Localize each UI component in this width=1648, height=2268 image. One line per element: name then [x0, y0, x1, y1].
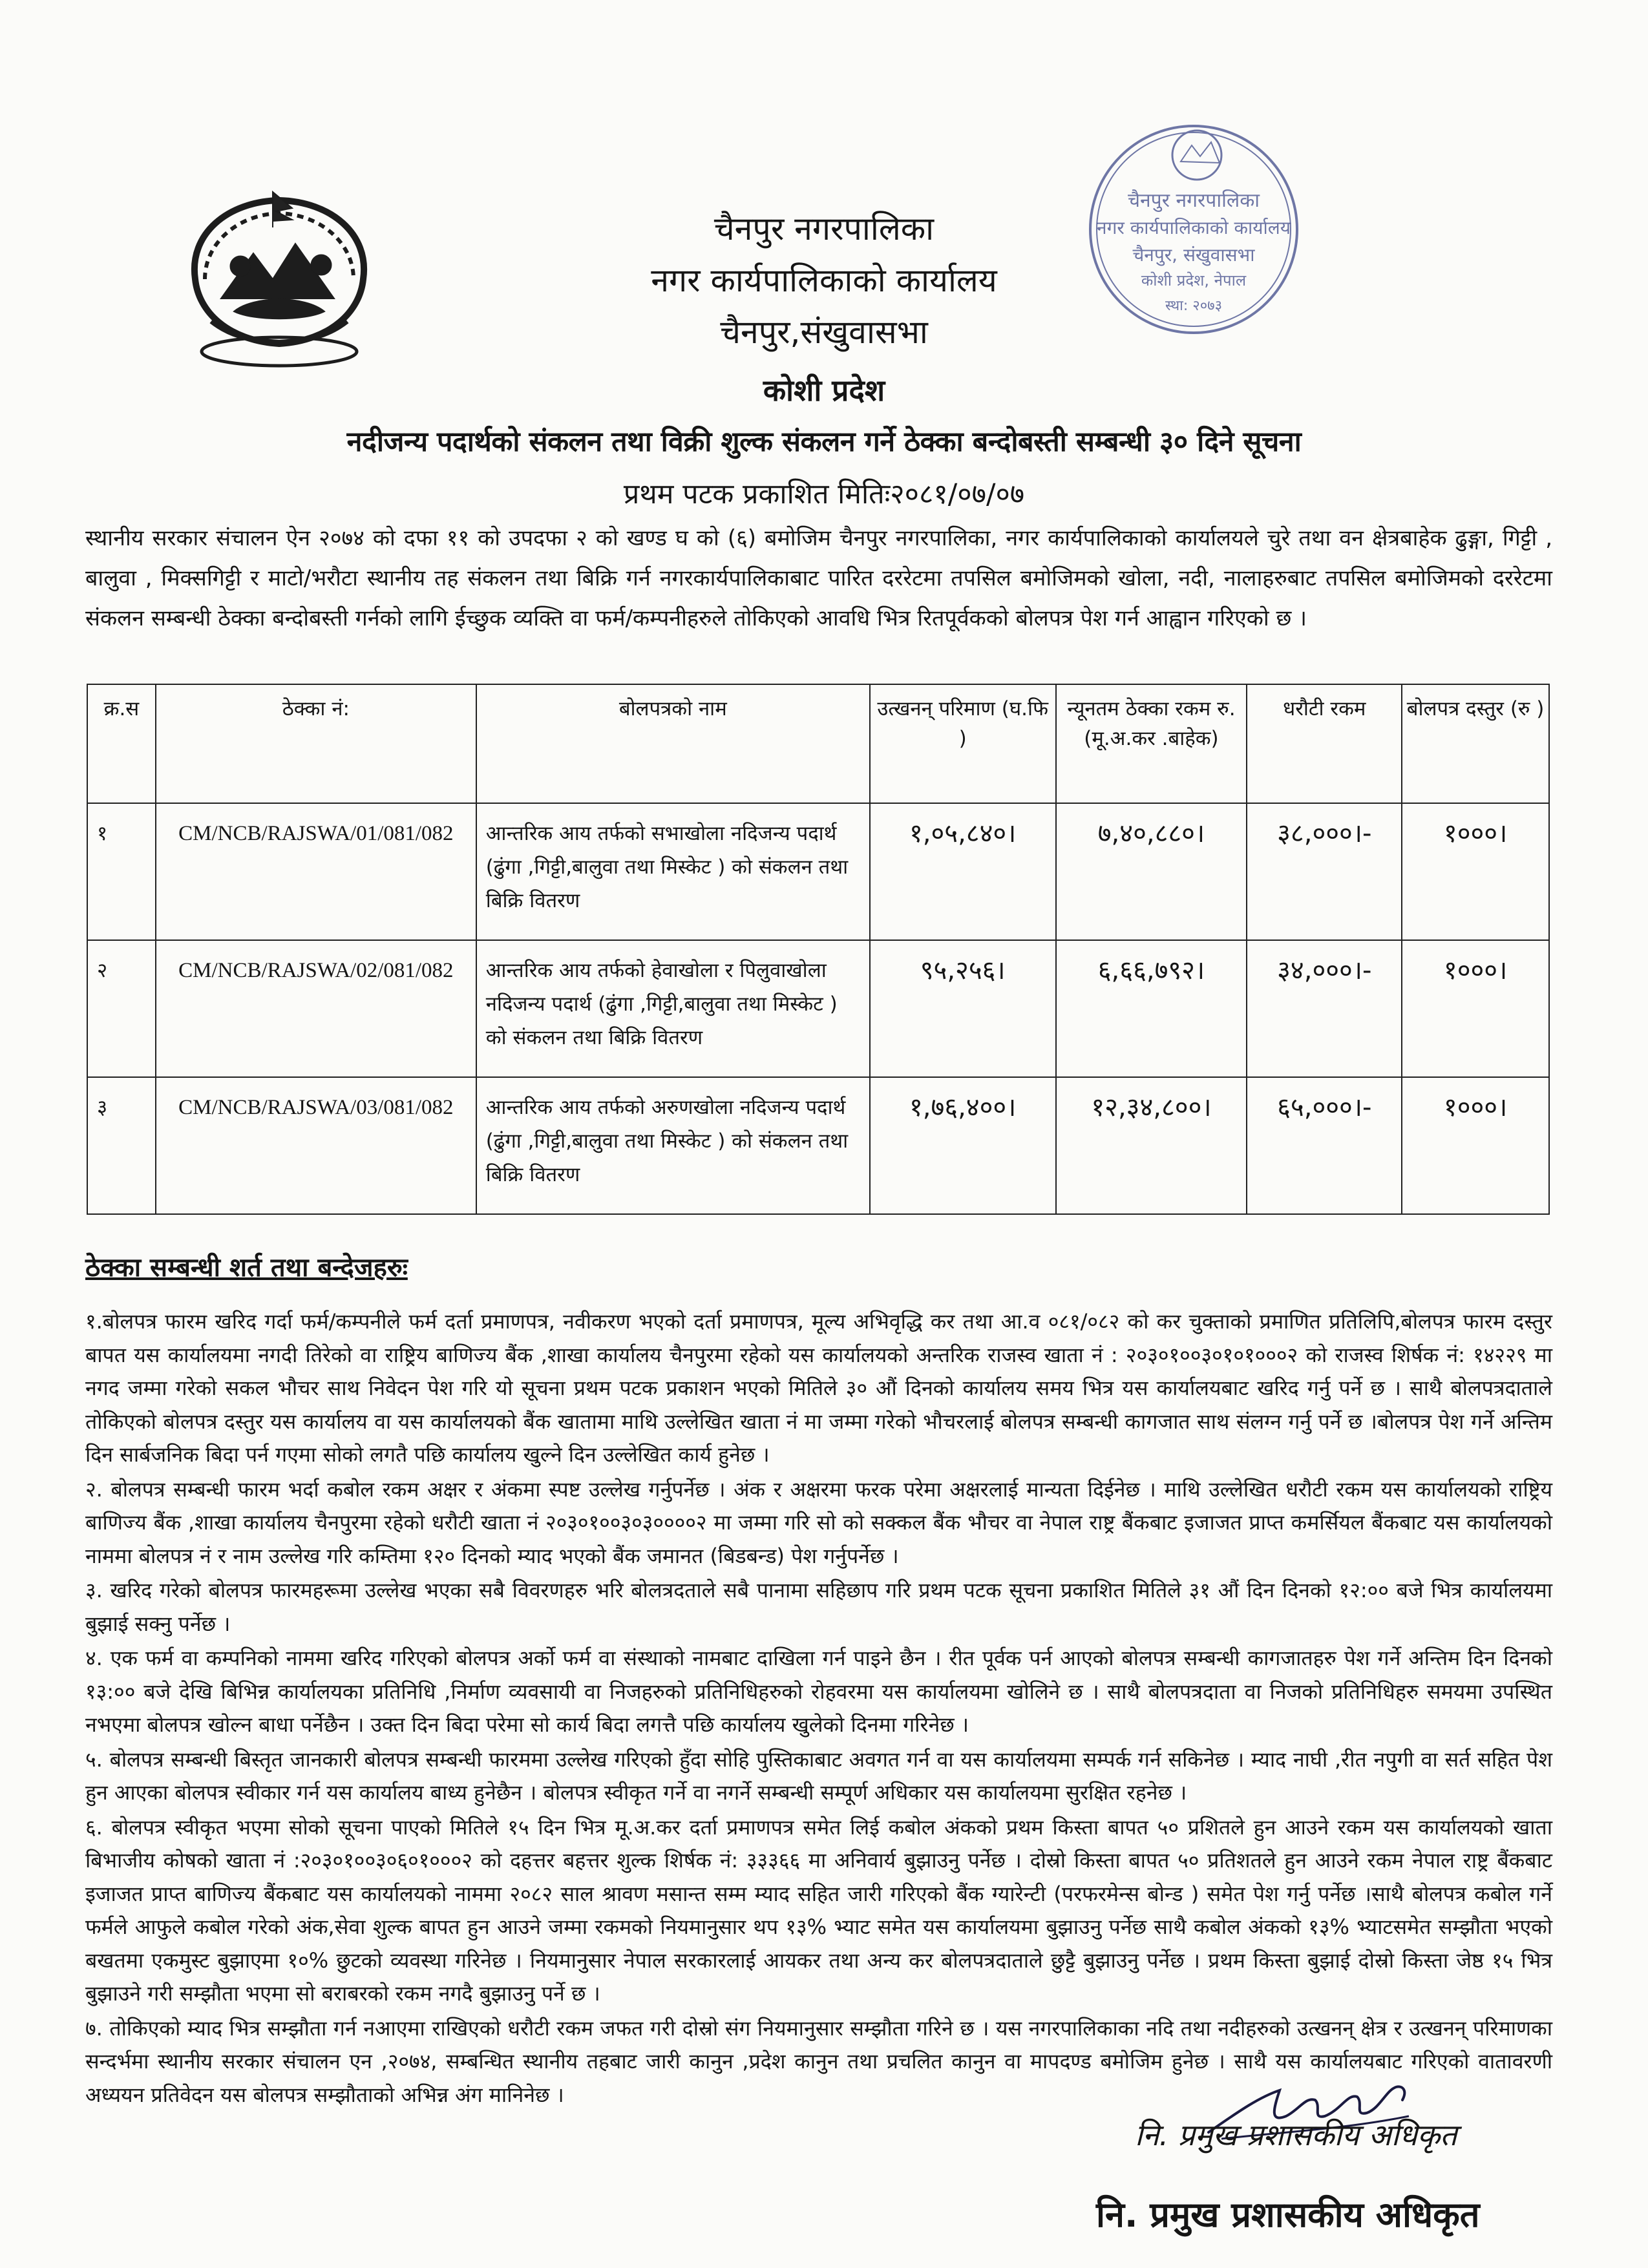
province-name: कोशी प्रदेश [763, 373, 885, 408]
publication-date: प्रथम पटक प्रकाशित मितिः२०८१/०७/०७ [623, 478, 1025, 510]
cell-contract-no: CM/NCB/RAJSWA/01/081/082 [156, 803, 476, 940]
office-location: चैनपुर,संखुवासभा [720, 313, 928, 351]
col-header-contract-no: ठेक्का नं: [156, 684, 476, 803]
term-item-2: २. बोलपत्र सम्बन्धी फारम भर्दा कबोल रकम अक्षर र अंकमा स्पष्ट उल्लेख गर्नुपर्नेछ । अंक र अक्षरमा फरक परेमा अक्षरलाई मान्यता दिईनेछ । माथि उल्लेखित धरौटी रकम यस कार्यालयको राष्ट्रिय बाणिज्य बैंक ,शाखा कार्यालय चैनपुरमा रहेको धरौटी खाता नं २०३०१००३०३००००२ मा जम्मा गरि सो को सक्कल बैंक भौचर वा नेपाल राष्ट्र बैंकबाट इजाजत प्राप्त कमर्सियल बैंकबाट यस कार्यालयको नाममा बोलपत्र नं र नाम उल्लेख गरि कम्तिमा १२० दिनको म्याद भएको बैंक जमानत (बिडबन्ड) पेश गर्नुपर्नेछ । [85, 1476, 1552, 1568]
cell-min-amount: १२,३४,८००। [1056, 1077, 1247, 1214]
cell-volume: ९५,२५६। [870, 940, 1056, 1077]
term-item-4: ४. एक फर्म वा कम्पनिको नाममा खरिद गरिएको बोलपत्र अर्को फर्म वा संस्थाको नामबाट दाखिला गर्न पाइने छैन । रीत पूर्वक पर्न आएको बोलपत्र सम्बन्धी कागजातहरु पेश गर्ने अन्तिम दिन दिनको १३:०० बजे देखि बिभिन्न कार्यालयका प्रतिनिधि ,निर्माण व्यवसायी वा निजहरुको प्रतिनिधिहरुको रोहवरमा यस कार्यालयमा खोलिने छ । साथै बोलपत्रदाता वा निजको प्रतिनिधिहरु समयमा उपस्थित नभएमा बोलपत्र खोल्न बाधा पर्नेछैन । उक्त दिन बिदा परेमा सो कार्य बिदा लगत्तै पछि कार्यालय खुलेको दिनमा गरिनेछ । [85, 1646, 1552, 1737]
signed-by-title: नि. प्रमुख प्रशासकीय अधिकृत [1135, 2117, 1457, 2152]
office-name: नगर कार्यपालिकाको कार्यालय [651, 262, 997, 299]
table-row [87, 940, 1549, 1077]
cell-volume: १,०५,८४०। [870, 803, 1056, 940]
seal-line-1: चैनपुर नगरपालिका [1127, 189, 1260, 212]
cell-bid-name: आन्तरिक आय तर्फको अरुणखोला नदिजन्य पदार्थ (ढुंगा ,गिट्टी,बालुवा तथा मिस्केट ) को संकलन तथा बिक्रि वितरण [476, 1077, 870, 1214]
terms-list [85, 1305, 1552, 2113]
term-item-7: ७. तोकिएको म्याद भित्र सम्झौता गर्न नआएमा राखिएको धरौटी रकम जफत गरी दोस्रो संग नियमानुसार सम्झौता गरिने छ । यस नगरपालिकाका नदि तथा नदीहरुको उत्खनन् क्षेत्र र उत्खनन् परिमाणका सन्दर्भमा स्थानीय सरकार संचालन एन ,२०७४, सम्बन्धित स्थानीय तहबाट जारी कानुन ,प्रदेश कानुन तथा प्रचलित कानुन वा मापदण्ड बमोजिम हुनेछ । साथै यस कार्यालयबाट गरिएको वातावरणी अध्ययन प्रतिवेदन यस बोलपत्र सम्झौताको अभिन्न अंग मानिनेछ । [85, 2015, 1552, 2107]
col-header-volume: उत्खनन् परिमाण (घ.फि ) [870, 684, 1056, 803]
seal-line-5: स्था: २०७३ [1165, 298, 1223, 314]
tender-table [87, 684, 1550, 1215]
cell-min-amount: ६,६६,७९२। [1056, 940, 1247, 1077]
municipality-name: चैनपुर नगरपालिका [713, 210, 935, 247]
cell-contract-no: CM/NCB/RAJSWA/02/081/082 [156, 940, 476, 1077]
cell-fee: १०००। [1402, 1077, 1549, 1214]
term-item-1: १.बोलपत्र फारम खरिद गर्दा फर्म/कम्पनीले फर्म दर्ता प्रमाणपत्र, नवीकरण भएको दर्ता प्रमाणपत्र, मूल्य अभिवृद्धि कर तथा आ.व ०८१/०८२ को कर चुक्ताको प्रमाणित प्रतिलिपि,बोलपत्र फारम दस्तुर बापत यस कार्यालयमा नगदी तिरेको वा राष्ट्रिय बाणिज्य बैंक ,शाखा कार्यालय चैनपुरमा रहेको यस कार्यालयको अन्तरिक राजस्व खाता नं : २०३०१००३०१०१०००२ को राजस्व शिर्षक नं: १४२२९ मा नगद जम्मा गरेको सकल भौचर साथ निवेदन पेश गरि यो सूचना प्रथम पटक प्रकाशन भएको मितिले ३० औं दिनको कार्यालय समय भित्र यस कार्यालयबाट खरिद गर्नु पर्ने छ । साथै बोलपत्रदाताले तोकिएको बोलपत्र दस्तुर यस कार्यालय वा यस कार्यालयको बैंक खातामा माथि उल्लेखित खाता नं मा जम्मा गरेको भौचरलाई बोलपत्र सम्बन्धी कागजात साथ संलग्न गर्नु पर्ने छ ।बोलपत्र पेश गर्ने अन्तिम दिन सार्बजनिक बिदा पर्न गएमा सोको लगतै पछि कार्यालय खुल्ने दिन उल्लेखित कार्य हुनेछ । [85, 1309, 1552, 1467]
cell-sn: २ [87, 940, 156, 1077]
intro-paragraph: स्थानीय सरकार संचालन ऐन २०७४ को दफा ११ को उपदफा २ को खण्ड घ को (६) बमोजिम चैनपुर नगरपालिका, नगर कार्यपालिकाको कार्यालयले चुरे तथा वन क्षेत्रबाहेक ढुङ्गा, गिट्टी , बालुवा , मिक्सगिट्टी र माटो/भरौटा स्थानीय तह संकलन तथा बिक्रि गर्न नगरकार्यपालिकाबाट पारित दररेटमा तपसिल बमोजिमको खोला, नदी, नालाहरुबाट तपसिल बमोजिमको दररेटमा संकलन सम्बन्धी ठेक्का बन्दोबस्ती गर्नको लागि ईच्छुक व्यक्ति वा फर्म/कम्पनीहरुले तोकिएको आवधि भित्र रितपूर्वकको बोलपत्र पेश गर्न आह्वान गरिएको छ । [85, 525, 1552, 631]
term-item-5: ५. बोलपत्र सम्बन्धी बिस्तृत जानकारी बोलपत्र सम्बन्धी फारममा उल्लेख गरिएको हुँदा सोहि पुस्तिकाबाट अवगत गर्न वा यस कार्यालयमा सम्पर्क गर्न सकिनेछ । म्याद नाघी ,रीत नपुगी वा सर्त सहित पेश हुन आएका बोलपत्र स्वीकार गर्न यस कार्यालय बाध्य हुनेछैन । बोलपत्र स्वीकृत गर्ने वा नगर्ने सम्बन्धी सम्पूर्ण अधिकार यस कार्यालयमा सुरक्षित रहनेछ । [85, 1747, 1552, 1805]
seal-line-4: कोशी प्रदेश, नेपाल [1141, 271, 1247, 289]
col-header-bid-name: बोलपत्रको नाम [476, 684, 870, 803]
table-row [87, 803, 1549, 940]
seal-line-2: नगर कार्यपालिकाको कार्यालय [1097, 217, 1291, 238]
table-header-row [87, 684, 1549, 803]
cell-min-amount: ७,४०,८८०। [1056, 803, 1247, 940]
cell-sn: ३ [87, 1077, 156, 1214]
term-item-6: ६. बोलपत्र स्वीकृत भएमा सोको सूचना पाएको मितिले १५ दिन भित्र मू.अ.कर दर्ता प्रमाणपत्र समेत लिई कबोल अंकको प्रथम किस्ता बापत ५० प्रशितले हुन आउने रकम यस कार्यालयको खाता बिभाजीय कोषको खाता नं :२०३०१००३०६०१०००२ को दहत्तर बहत्तर शुल्क शिर्षक नं: ३३३६६ मा अनिवार्य बुझाउनु पर्नेछ । दोस्रो किस्ता बापत ५० प्रतिशतले हुन आउने रकम नेपाल राष्ट्र बैंकबाट इजाजत प्राप्त बाणिज्य बैंकबाट यस कार्यालयको नाममा २०८२ साल श्रावण मसान्त सम्म म्याद सहित जारी गरिएको बैंक ग्यारेन्टी (परफरमेन्स बोन्ड ) समेत पेश गर्नु पर्नेछ ।साथै बोलपत्र कबोल गर्ने फर्मले आफुले कबोल गरेको अंक,सेवा शुल्क बापत हुन आउने जम्मा रकमको नियमानुसार थप १३% भ्याट समेत यस कार्यालयमा बुझाउनु पर्नेछ साथै कबोल अंकको १३% भ्याटसमेत सम्झौता भएको बखतमा एकमुस्ट बुझाएमा १०% छुटको व्यवस्था गरिनेछ । नियमानुसार नेपाल सरकारलाई आयकर तथा अन्य कर बोलपत्रदाताले छुट्टै बुझाउनु पर्नेछ । प्रथम किस्ता बुझाई दोस्रो किस्ता जेष्ठ १५ भित्र बुझाउने गरी सम्झौता भएमा सो बराबरको रकम नगदै बुझाउनु पर्ने छ । [85, 1814, 1552, 2006]
cell-deposit: ३८,०००।- [1247, 803, 1402, 940]
cell-bid-name: आन्तरिक आय तर्फको हेवाखोला र पिलुवाखोला नदिजन्य पदार्थ (ढुंगा ,गिट्टी,बालुवा तथा मिस्केट ) को संकलन तथा बिक्रि वितरण [476, 940, 870, 1077]
term-item-3: ३. खरिद गरेको बोलपत्र फारमहरूमा उल्लेख भएका सबै विवरणहरु भरि बोलत्रदताले सबै पानामा सहिछाप गरि प्रथम पटक सूचना प्रकाशित मितिले ३१ औं दिन दिनको १२:०० बजे भित्र कार्यालयमा बुझाई सक्नु पर्नेछ । [85, 1578, 1552, 1636]
table-row [87, 1077, 1549, 1214]
cell-deposit: ३४,०००।- [1247, 940, 1402, 1077]
cell-deposit: ६५,०००।- [1247, 1077, 1402, 1214]
cell-contract-no: CM/NCB/RAJSWA/03/081/082 [156, 1077, 476, 1214]
cell-volume: १,७६,४००। [870, 1077, 1056, 1214]
cell-sn: १ [87, 803, 156, 940]
notice-title: नदीजन्य पदार्थको संकलन तथा विक्री शुल्क संकलन गर्ने ठेक्का बन्दोबस्ती सम्बन्धी ३० दिने सूचना [346, 426, 1302, 458]
col-header-deposit: धरौटी रकम [1247, 684, 1402, 803]
col-header-min-amount: न्यूनतम ठेक्का रकम रु.(मू.अ.कर .बाहेक) [1056, 684, 1247, 803]
col-header-sn: क्र.स [87, 684, 156, 803]
cell-fee: १०००। [1402, 803, 1549, 940]
terms-heading: ठेक्का सम्बन्धी शर्त तथा बन्देजहरुः [85, 1253, 408, 1283]
col-header-fee: बोलपत्र दस्तुर (रु ) [1402, 684, 1549, 803]
cell-fee: १०००। [1402, 940, 1549, 1077]
stamped-officer-title: नि. प्रमुख प्रशासकीय अधिकृत [1096, 2194, 1480, 2235]
cell-bid-name: आन्तरिक आय तर्फको सभाखोला नदिजन्य पदार्थ (ढुंगा ,गिट्टी,बालुवा तथा मिस्केट ) को संकलन तथा बिक्रि वितरण [476, 803, 870, 940]
seal-line-3: चैनपुर, संखुवासभा [1132, 244, 1255, 266]
